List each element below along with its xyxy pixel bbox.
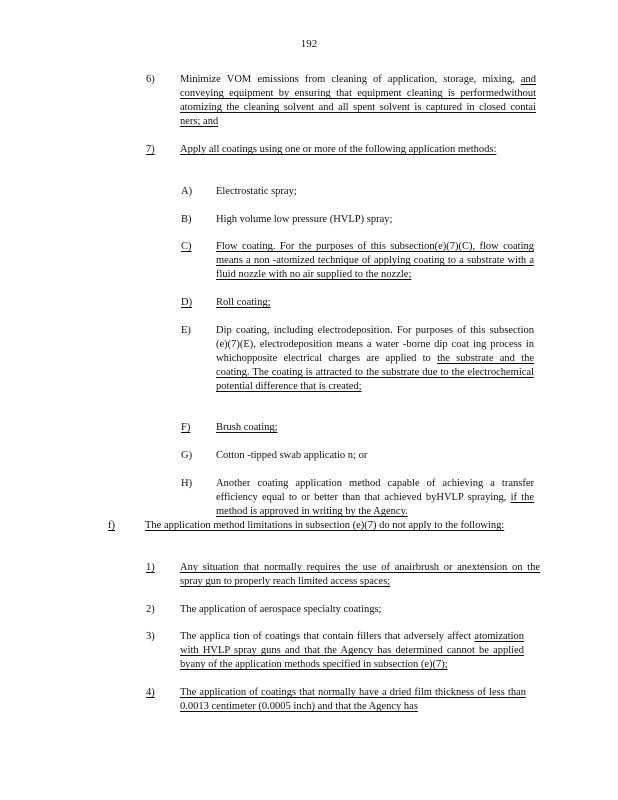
item-text-plain: Minimize VOM emissions from cleaning of application, storage, mixing, — [180, 74, 521, 85]
item-marker: 1) — [146, 562, 155, 573]
item-text-plain: Another coating application method capable of achieving a transfer efficiency equal to or better than that achieved byHVLP spraying, — [216, 478, 534, 503]
item-marker: D) — [181, 297, 193, 308]
item-text-underlined: Roll coating; — [216, 297, 271, 308]
item-text — [216, 477, 534, 519]
item-text — [180, 73, 536, 129]
item-text-plain: Cotton -tipped swab applicatio n; or — [216, 450, 368, 461]
item-text — [180, 603, 536, 617]
page-number: 192 — [300, 38, 318, 50]
item-marker: f) — [108, 520, 115, 531]
item-text — [145, 519, 505, 533]
item-marker: E) — [181, 325, 191, 336]
item-text-underlined: Apply all coatings using one or more of the following application methods: — [180, 144, 497, 155]
item-text-underlined: if the method is approved in writing by the Agency. — [216, 492, 534, 517]
item-marker: 3) — [146, 631, 155, 642]
item-text-underlined: The application method limitations in subsection (e)(7) do not apply to the following: — [145, 520, 505, 531]
item-text — [216, 324, 534, 394]
item-text-underlined: and conveying equipment by ensuring that equipment cleaning is performedwithout atomizing the cleaning solvent and all spent solvent is captured in closed contai ners; and — [180, 74, 536, 127]
item-marker: 6) — [146, 74, 155, 85]
item-text — [180, 143, 498, 157]
item-marker: F) — [181, 422, 191, 433]
item-marker: 4) — [146, 687, 155, 698]
item-text-underlined: Any situation that normally requires the use of anairbrush or anextension on the spray gun to properly reach limited access spaces; — [180, 562, 540, 587]
item-marker: G) — [181, 450, 193, 461]
item-text — [216, 421, 536, 435]
item-text — [180, 561, 540, 589]
item-text — [216, 296, 536, 310]
item-text — [216, 449, 536, 463]
item-text-underlined: The application of coatings that normally have a dried film thickness of less than 0.0013 centimeter (0.0005 inch) and that the Agency has — [180, 687, 526, 712]
item-marker: A) — [181, 186, 193, 197]
item-text-plain: High volume low pressure (HVLP) spray; — [216, 214, 393, 225]
item-text-underlined: atomization with HVLP spray guns and that the Agency has determined cannot be applied byany of the application methods specified in subsection (e)(7); — [180, 631, 524, 670]
item-text-plain: Electrostatic spray; — [216, 186, 297, 197]
item-marker: H) — [181, 478, 193, 489]
item-text-underlined: Flow coating. For the purposes of this subsection(e)(7)(C), flow coating means a non -atomized technique of applying coating to a substrate with a fluid nozzle with no air supplied to the nozzle; — [216, 241, 534, 280]
item-text-underlined: Brush coating; — [216, 422, 278, 433]
item-marker: C) — [181, 241, 192, 252]
item-text — [180, 686, 526, 714]
item-text-plain: The applica tion of coatings that contain fillers that adversely affect — [180, 631, 475, 642]
item-text — [216, 240, 534, 282]
item-marker: 7) — [146, 144, 155, 155]
item-text — [216, 185, 536, 199]
item-text — [216, 213, 536, 227]
item-text-plain: Dip coating, including electrodeposition. For purposes of this subsection (e)(7)(E), electrodeposition means a water -borne dip coat ing process in whichopposite electrical charges are applied to — [216, 325, 534, 364]
item-text — [180, 630, 524, 672]
item-text-plain: The application of aerospace specialty coatings; — [180, 604, 382, 615]
item-marker: B) — [181, 214, 192, 225]
item-marker: 2) — [146, 604, 155, 615]
item-text-underlined: the substrate and the coating. The coating is attracted to the substrate due to the electrochemical potential difference that is created; — [216, 353, 534, 392]
